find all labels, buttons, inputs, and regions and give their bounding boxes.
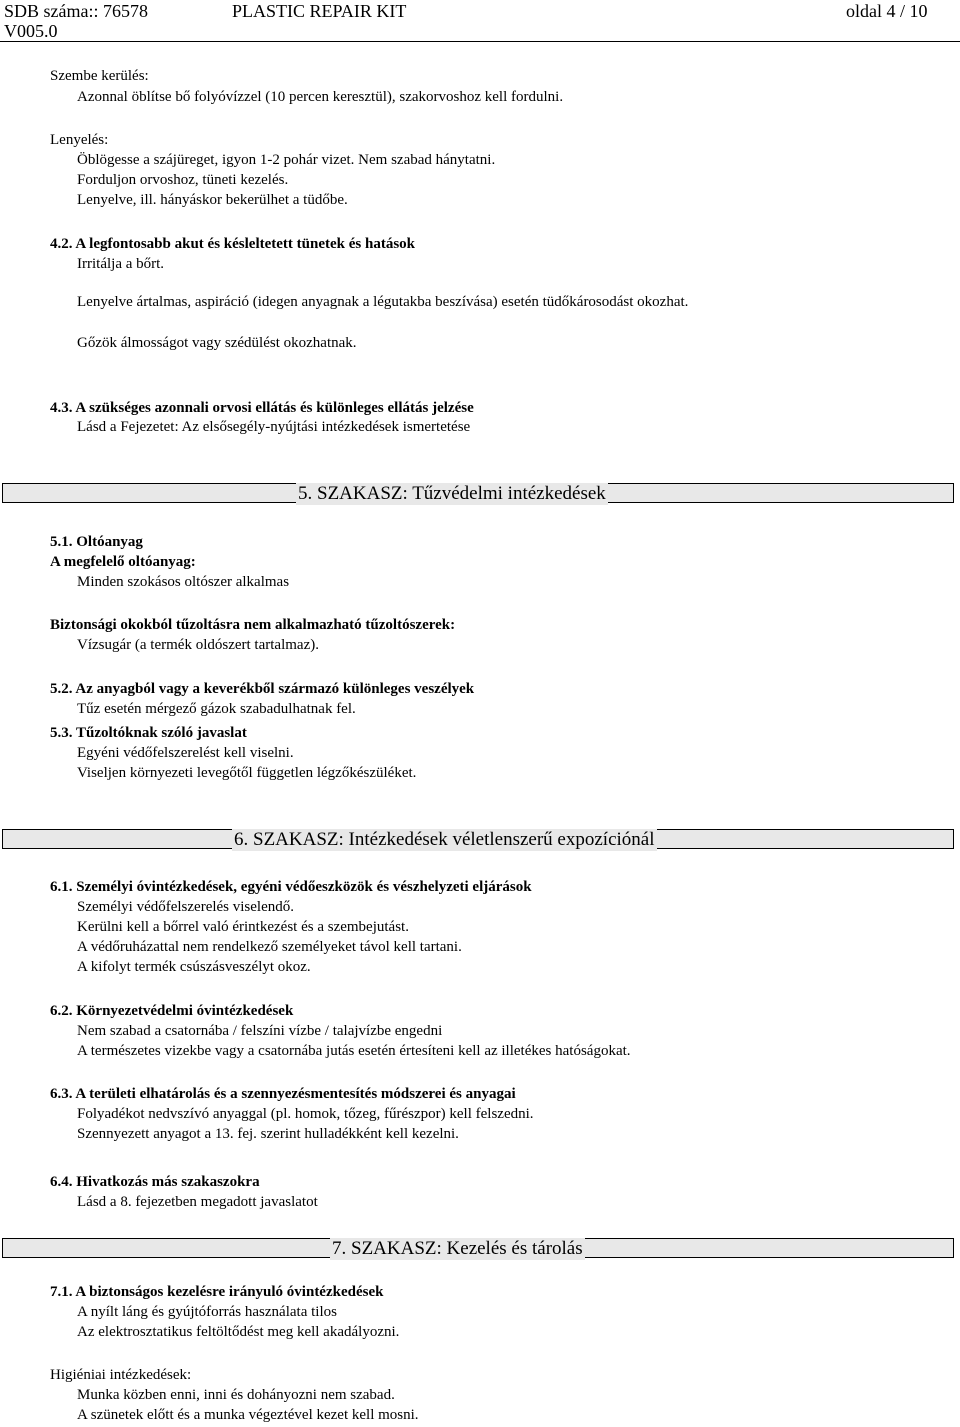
heading-5-2: 5.2. Az anyagból vagy a keverékből származó különleges veszélyek [50, 681, 475, 697]
heading-5-3: 5.3. Tűzoltóknak szóló javaslat [50, 725, 247, 741]
text-5-2: Tűz esetén mérgező gázok szabadulhatnak fel. [77, 701, 356, 717]
section-6-title: 6. SZAKASZ: Intézkedések véletlenszerű expozíciónál [234, 829, 655, 850]
hygiene-text-2: A szünetek előtt és a munka végeztével kezet kell mosni. [77, 1407, 419, 1423]
heading-4-2: 4.2. A legfontosabb akut és késleltetett tünetek és hatások [50, 236, 416, 252]
heading-6-2: 6.2. Környezetvédelmi óvintézkedések [50, 1003, 294, 1019]
sds-number: SDB száma:: 76578 [4, 1, 148, 21]
text-6-4: Lásd a 8. fejezetben megadott javaslatot [77, 1194, 318, 1210]
eye-contact-label: Szembe kerülés: [50, 68, 149, 84]
text-6-2-2: A természetes vizekbe vagy a csatornába jutás esetén értesíteni kell az illetékes hatóságokat. [77, 1043, 631, 1059]
heading-5-1-suitable: A megfelelő oltóanyag: [50, 554, 196, 570]
text-6-2-1: Nem szabad a csatornába / felszíni vízbe / talajvízbe engedni [77, 1023, 443, 1039]
text-5-1-unsuitable: Vízsugár (a termék oldószert tartalmaz). [77, 637, 319, 653]
text-7-1-2: Az elektrosztatikus feltöltődést meg kell akadályozni. [77, 1324, 400, 1340]
ingestion-text-2: Forduljon orvoshoz, tüneti kezelés. [77, 172, 289, 188]
heading-5-1: 5.1. Oltóanyag [50, 534, 143, 550]
section-5-title: 5. SZAKASZ: Tűzvédelmi intézkedések [298, 483, 606, 504]
text-5-3-1: Egyéni védőfelszerelést kell viselni. [77, 745, 294, 761]
eye-contact-text: Azonnal öblítse bő folyóvízzel (10 percen keresztül), szakorvoshoz kell fordulni. [77, 89, 564, 105]
heading-4-3: 4.3. A szükséges azonnali orvosi ellátás és különleges ellátás jelzése [50, 400, 474, 416]
text-6-3-1: Folyadékot nedvszívó anyaggal (pl. homok, tőzeg, fűrészpor) kell felszedni. [77, 1106, 534, 1122]
hygiene-text-1: Munka közben enni, inni és dohányozni nem szabad. [77, 1387, 395, 1403]
version-label: V005.0 [4, 21, 58, 41]
page-number: oldal 4 / 10 [846, 1, 928, 21]
heading-5-1-unsuitable: Biztonsági okokból tűzoltásra nem alkalmazható tűzoltószerek: [50, 617, 456, 633]
header-divider [0, 41, 960, 42]
ingestion-text-3: Lenyelve, ill. hányáskor bekerülhet a tüdőbe. [77, 192, 348, 208]
text-6-3-2: Szennyezett anyagot a 13. fej. szerint hulladékként kell kezelni. [77, 1126, 459, 1142]
heading-7-1: 7.1. A biztonságos kezelésre irányuló óvintézkedések [50, 1284, 384, 1300]
heading-6-1: 6.1. Személyi óvintézkedések, egyéni védőeszközök és vészhelyzeti eljárások [50, 879, 532, 895]
text-6-1-3: A védőruházattal nem rendelkező személyeket távol kell tartani. [77, 939, 462, 955]
hygiene-label: Higiéniai intézkedések: [50, 1367, 192, 1383]
text-4-2-1: Irritálja a bőrt. [77, 256, 165, 272]
text-4-2-3: Gőzök álmosságot vagy szédülést okozhatnak. [77, 335, 357, 351]
product-name: PLASTIC REPAIR KIT [232, 1, 407, 21]
text-6-1-1: Személyi védőfelszerelés viselendő. [77, 899, 295, 915]
ingestion-text-1: Öblögesse a szájüreget, igyon 1-2 pohár vizet. Nem szabad hánytatni. [77, 152, 496, 168]
text-5-3-2: Viseljen környezeti levegőtől független légzőkészüléket. [77, 765, 417, 781]
text-7-1-1: A nyílt láng és gyújtóforrás használata tilos [77, 1304, 337, 1320]
section-7-title: 7. SZAKASZ: Kezelés és tárolás [332, 1238, 583, 1259]
ingestion-label: Lenyelés: [50, 132, 109, 148]
text-6-1-4: A kifolyt termék csúszásveszélyt okoz. [77, 959, 311, 975]
heading-6-4: 6.4. Hivatkozás más szakaszokra [50, 1174, 260, 1190]
text-6-1-2: Kerülni kell a bőrrel való érintkezést és a szembejutást. [77, 919, 409, 935]
text-5-1: Minden szokásos oltószer alkalmas [77, 574, 290, 590]
text-4-2-2: Lenyelve ártalmas, aspiráció (idegen anyagnak a légutakba beszívása) esetén tüdőkárosodást okozhat. [77, 294, 689, 310]
heading-6-3: 6.3. A területi elhatárolás és a szennyezésmentesítés módszerei és anyagai [50, 1086, 516, 1102]
text-4-3: Lásd a Fejezetet: Az elsősegély-nyújtási intézkedések ismertetése [77, 419, 471, 435]
